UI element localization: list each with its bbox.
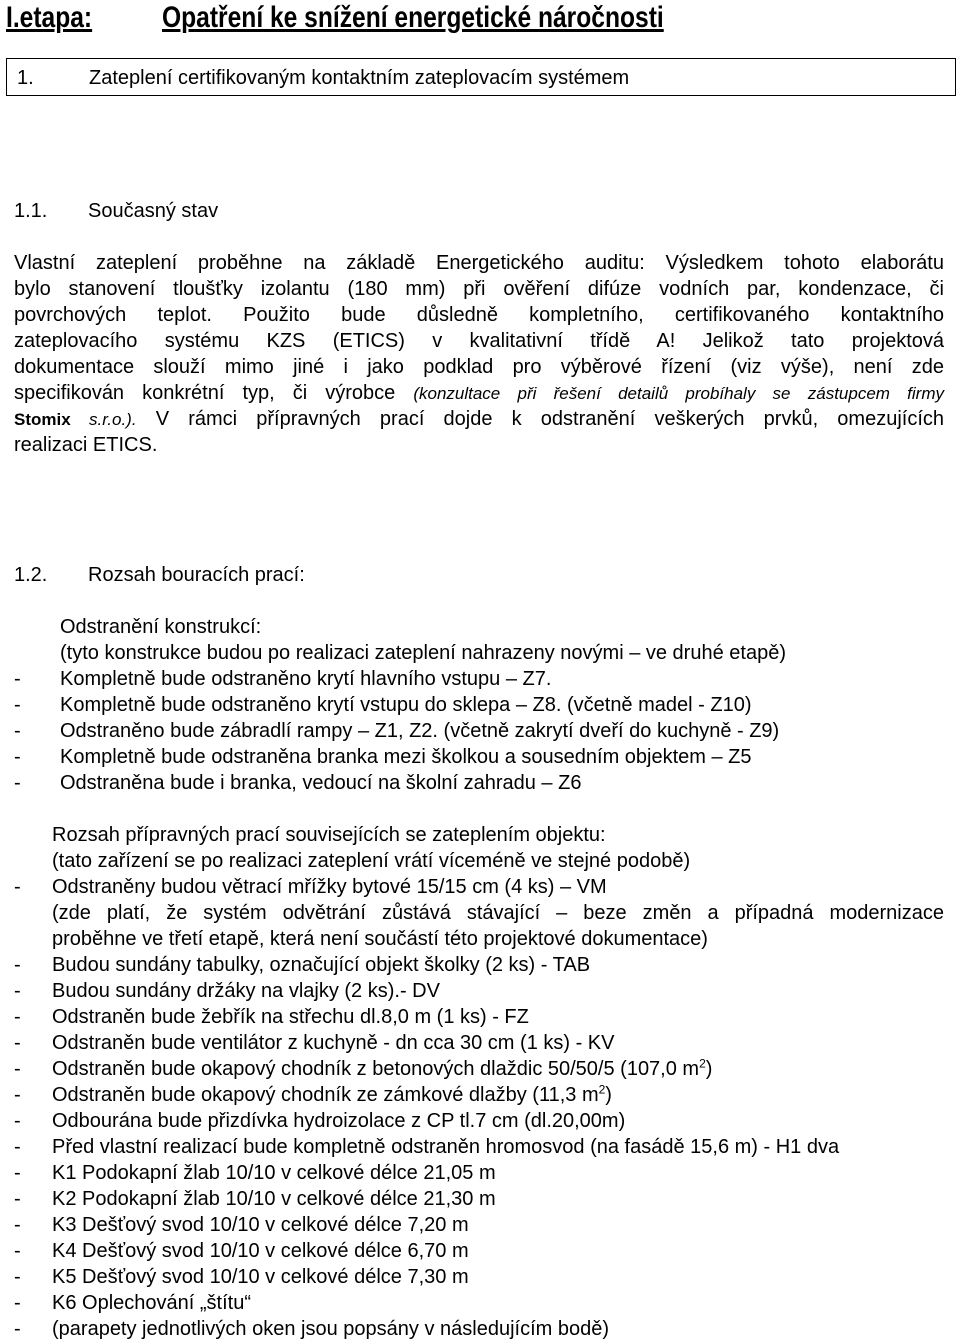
list-dash: -: [14, 1110, 21, 1132]
prep-note: (tato zařízení se po realizaci zateplení vrátí víceméně ve stejné podobě): [52, 850, 691, 872]
list-dash: -: [14, 1266, 21, 1288]
list-dash: -: [14, 746, 21, 768]
prep-item-7: [52, 1082, 612, 1108]
prep-item-10: K1 Podokapní žlab 10/10 v celkové délce 21,05 m: [52, 1162, 496, 1184]
paragraph-line-8: realizaci ETICS.: [14, 434, 158, 456]
prep-item-6-end: ): [705, 1058, 713, 1080]
heading-title: Opatření ke snížení energetické náročnosti: [162, 1, 664, 34]
list-dash: -: [14, 980, 21, 1002]
list-dash: -: [14, 1084, 21, 1106]
prep-item-14: K5 Dešťový svod 10/10 v celkové délce 7,30 m: [52, 1266, 469, 1288]
prep-item-7-text: Odstraněn bude okapový chodník ze zámkové dlažby (11,3 m: [52, 1084, 599, 1106]
list-dash: -: [14, 876, 21, 898]
paragraph-line-6-note: (konzultace při řešení detailů probíhaly se zástupcem firmy: [413, 384, 944, 403]
prep-item-2: Budou sundány tabulky, označující objekt školky (2 ks) - TAB: [52, 954, 591, 976]
list-dash: -: [14, 1292, 21, 1314]
paragraph-line-5: dokumentace slouží mimo jiné i jako podklad pro výběrové řízení (viz výše), není zde: [14, 356, 944, 378]
list-dash: -: [14, 1006, 21, 1028]
prep-item-12: K3 Dešťový svod 10/10 v celkové délce 7,20 m: [52, 1214, 469, 1236]
list-dash: -: [14, 1058, 21, 1080]
list-dash: -: [14, 772, 21, 794]
prep-item-1-note-a: (zde platí, že systém odvětrání zůstává stávající – beze změn a případná modernizace: [52, 902, 944, 924]
list-dash: -: [14, 1188, 21, 1210]
section-1-title: Zateplení certifikovaným kontaktním zateplovacím systémem: [89, 67, 630, 89]
prep-item-15: K6 Oplechování „štítu“: [52, 1292, 251, 1314]
prep-item-5: Odstraněn bude ventilátor z kuchyně - dn cca 30 cm (1 ks) - KV: [52, 1032, 615, 1054]
demolition-note: (tyto konstrukce budou po realizaci zateplení nahrazeny novými – ve druhé etapě): [60, 642, 786, 664]
prep-item-11: K2 Podokapní žlab 10/10 v celkové délce 21,30 m: [52, 1188, 496, 1210]
paragraph-line-3: povrchových teplot. Použito bude důsledně kompletního, certifikovaného kontaktního: [14, 304, 944, 326]
list-dash: -: [14, 694, 21, 716]
demolition-item-5: Odstraněna bude i branka, vedoucí na školní zahradu – Z6: [60, 772, 582, 794]
list-dash: -: [14, 1214, 21, 1236]
section-12-title: Rozsah bouracích prací:: [88, 564, 305, 586]
prep-item-1-note-b: proběhne ve třetí etapě, která není součástí této projektové dokumentace): [52, 928, 708, 950]
list-dash: -: [14, 1032, 21, 1054]
section-12-number: 1.2.: [14, 564, 48, 586]
prep-item-1: Odstraněny budou větrací mřížky bytové 15/15 cm (4 ks) – VM: [52, 876, 607, 898]
prep-item-4: Odstraněn bude žebřík na střechu dl.8,0 m (1 ks) - FZ: [52, 1006, 529, 1028]
prep-item-6: [52, 1056, 712, 1082]
prep-item-6-sup: 2: [699, 1056, 706, 1071]
list-dash: -: [14, 954, 21, 976]
paragraph-line-6-text: specifikován konkrétní typ, či výrobce: [14, 382, 414, 404]
company-name: Stomix: [14, 410, 71, 429]
prep-item-13: K4 Dešťový svod 10/10 v celkové délce 6,70 m: [52, 1240, 469, 1262]
prep-item-9: Před vlastní realizací bude kompletně odstraněn hromosvod (na fasádě 15,6 m) - H1 dva: [52, 1136, 840, 1158]
paragraph-line-7-text: V rámci přípravných prací dojde k odstranění veškerých prvků, omezujících: [136, 408, 944, 430]
demolition-item-4: Kompletně bude odstraněna branka mezi školkou a sousedním objektem – Z5: [60, 746, 752, 768]
paragraph-line-2: bylo stanovení tloušťky izolantu (180 mm) při ověření difúze vodních par, kondenzace, či: [14, 278, 944, 300]
prep-item-16: (parapety jednotlivých oken jsou popsány v následujícím bodě): [52, 1318, 609, 1340]
paragraph-line-1: Vlastní zateplení proběhne na základě Energetického auditu: Výsledkem tohoto elaborátu: [14, 252, 944, 274]
demolition-title: Odstranění konstrukcí:: [60, 616, 262, 638]
list-dash: -: [14, 1162, 21, 1184]
list-dash: -: [14, 668, 21, 690]
section-1-box: [6, 58, 956, 96]
prep-item-3: Budou sundány držáky na vlajky (2 ks).- DV: [52, 980, 440, 1002]
list-dash: -: [14, 1240, 21, 1262]
heading-lead: I.etapa:: [6, 1, 93, 34]
demolition-item-3: Odstraněno bude zábradlí rampy – Z1, Z2. (včetně zakrytí dveří do kuchyně - Z9): [60, 720, 780, 742]
paragraph-line-4: zateplovacího systému KZS (ETICS) v kvalitativní třídě A! Jelikož tato projektová: [14, 330, 944, 352]
section-11-number: 1.1.: [14, 200, 48, 222]
list-dash: -: [14, 1318, 21, 1340]
company-suffix: s.r.o.).: [70, 410, 137, 429]
demolition-item-1: Kompletně bude odstraněno krytí hlavního vstupu – Z7.: [60, 668, 552, 690]
prep-title: Rozsah přípravných prací souvisejících se zateplením objektu:: [52, 824, 606, 846]
paragraph-line-7: [14, 406, 944, 433]
demolition-item-2: Kompletně bude odstraněno krytí vstupu do sklepa – Z8. (včetně madel - Z10): [60, 694, 752, 716]
prep-item-8: Odbourána bude přizdívka hydroizolace z CP tl.7 cm (dl.20,00m): [52, 1110, 626, 1132]
section-11-title: Současný stav: [88, 200, 219, 222]
section-1-number: 1.: [17, 67, 34, 89]
prep-item-7-end: ): [605, 1084, 612, 1106]
list-dash: -: [14, 720, 21, 742]
list-dash: -: [14, 1136, 21, 1158]
prep-item-6-text: Odstraněn bude okapový chodník z betonových dlaždic 50/50/5 (107,0 m: [52, 1058, 700, 1080]
page-heading: [0, 0, 960, 38]
paragraph-line-6: [14, 380, 944, 407]
prep-item-7-sup: 2: [598, 1082, 606, 1097]
